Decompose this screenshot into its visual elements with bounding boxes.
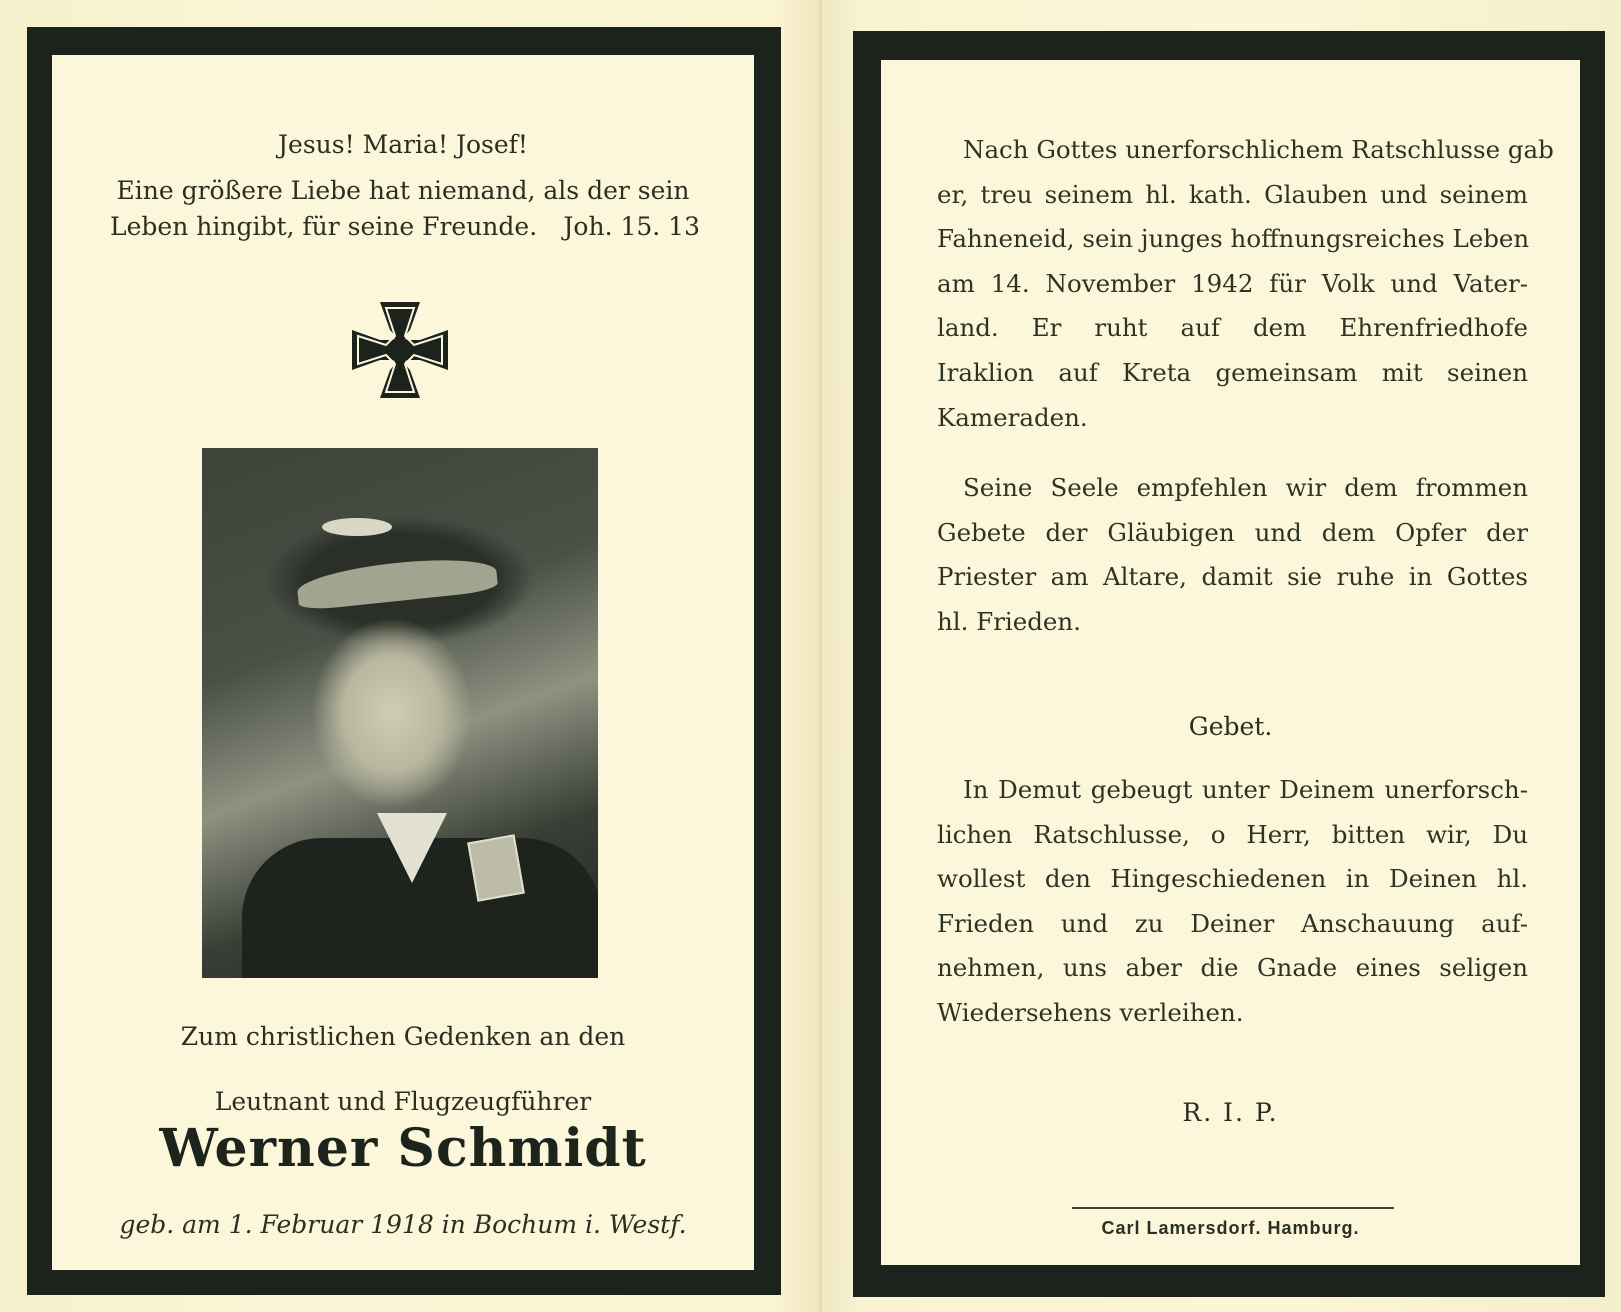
invocation: Jesus! Maria! Josef! — [278, 130, 528, 159]
text-line: Iraklion auf Kreta gemeinsam mit seinen — [937, 357, 1528, 387]
text-line: hl. Frieden. — [937, 606, 1081, 636]
text-line: In Demut gebeugt unter Deinem unerforsch- — [963, 775, 1528, 804]
text-line: land. Er ruht auf dem Ehrenfriedhofe — [937, 313, 1528, 343]
deceased-name: Werner Schmidt — [159, 1118, 647, 1179]
cross-outer — [352, 302, 448, 398]
printer-divider — [1072, 1207, 1394, 1209]
text-line: Wiedersehens verleihen. — [937, 997, 1244, 1027]
text-line: lichen Ratschlusse, o Herr, bitten wir, Du — [937, 819, 1528, 849]
commendation-paragraph — [937, 466, 1528, 644]
birth-info: geb. am 1. Februar 1918 in Bochum i. Westf. — [119, 1210, 687, 1239]
cap-eagle — [322, 518, 392, 536]
prayer-paragraph — [937, 768, 1528, 1036]
text-line: nehmen, uns aber die Gnade eines seligen — [937, 953, 1528, 983]
text-line: Gebete der Gläubigen und dem Opfer der — [937, 517, 1528, 547]
verse-text: Leben hingibt, für seine Freunde. — [110, 212, 538, 241]
text-line: er, treu seinem hl. kath. Glauben und seinem — [937, 179, 1528, 209]
text-line: Seine Seele empfehlen wir dem frommen — [963, 473, 1528, 502]
cap-band — [296, 553, 499, 612]
text-line: am 14. November 1942 für Volk und Vater- — [937, 268, 1528, 298]
printer-imprint: Carl Lamersdorf. Hamburg. — [1101, 1218, 1360, 1238]
text-line: Priester am Altare, damit sie ruhe in Gottes — [937, 562, 1528, 592]
text-line: wollest den Hingeschiedenen in Deinen hl. — [937, 864, 1528, 894]
iron-cross-icon — [350, 300, 450, 400]
portrait-photo — [202, 448, 598, 978]
obituary-paragraph — [937, 128, 1554, 440]
text-line: Fahneneid, sein junges hoffnungsreiches Leben — [937, 224, 1530, 254]
verse-line-1: Eine größere Liebe hat niemand, als der sein — [116, 176, 690, 205]
text-line: Frieden und zu Deiner Anschauung auf- — [937, 908, 1528, 938]
verse-line-2 — [110, 212, 700, 241]
text-line: Kameraden. — [937, 402, 1088, 432]
rank-title: Leutnant und Flugzeugführer — [214, 1087, 592, 1116]
prayer-title: Gebet. — [1188, 712, 1273, 741]
fold-line — [819, 0, 822, 1312]
text-line: Nach Gottes unerforschlichem Ratschlusse gab — [963, 135, 1554, 164]
collar-tab — [467, 834, 525, 901]
memorial-line: Zum christlichen Gedenken an den — [180, 1022, 626, 1051]
verse-reference: Joh. 15. 13 — [563, 212, 700, 241]
rip-closing: R. I. P. — [1182, 1098, 1279, 1127]
